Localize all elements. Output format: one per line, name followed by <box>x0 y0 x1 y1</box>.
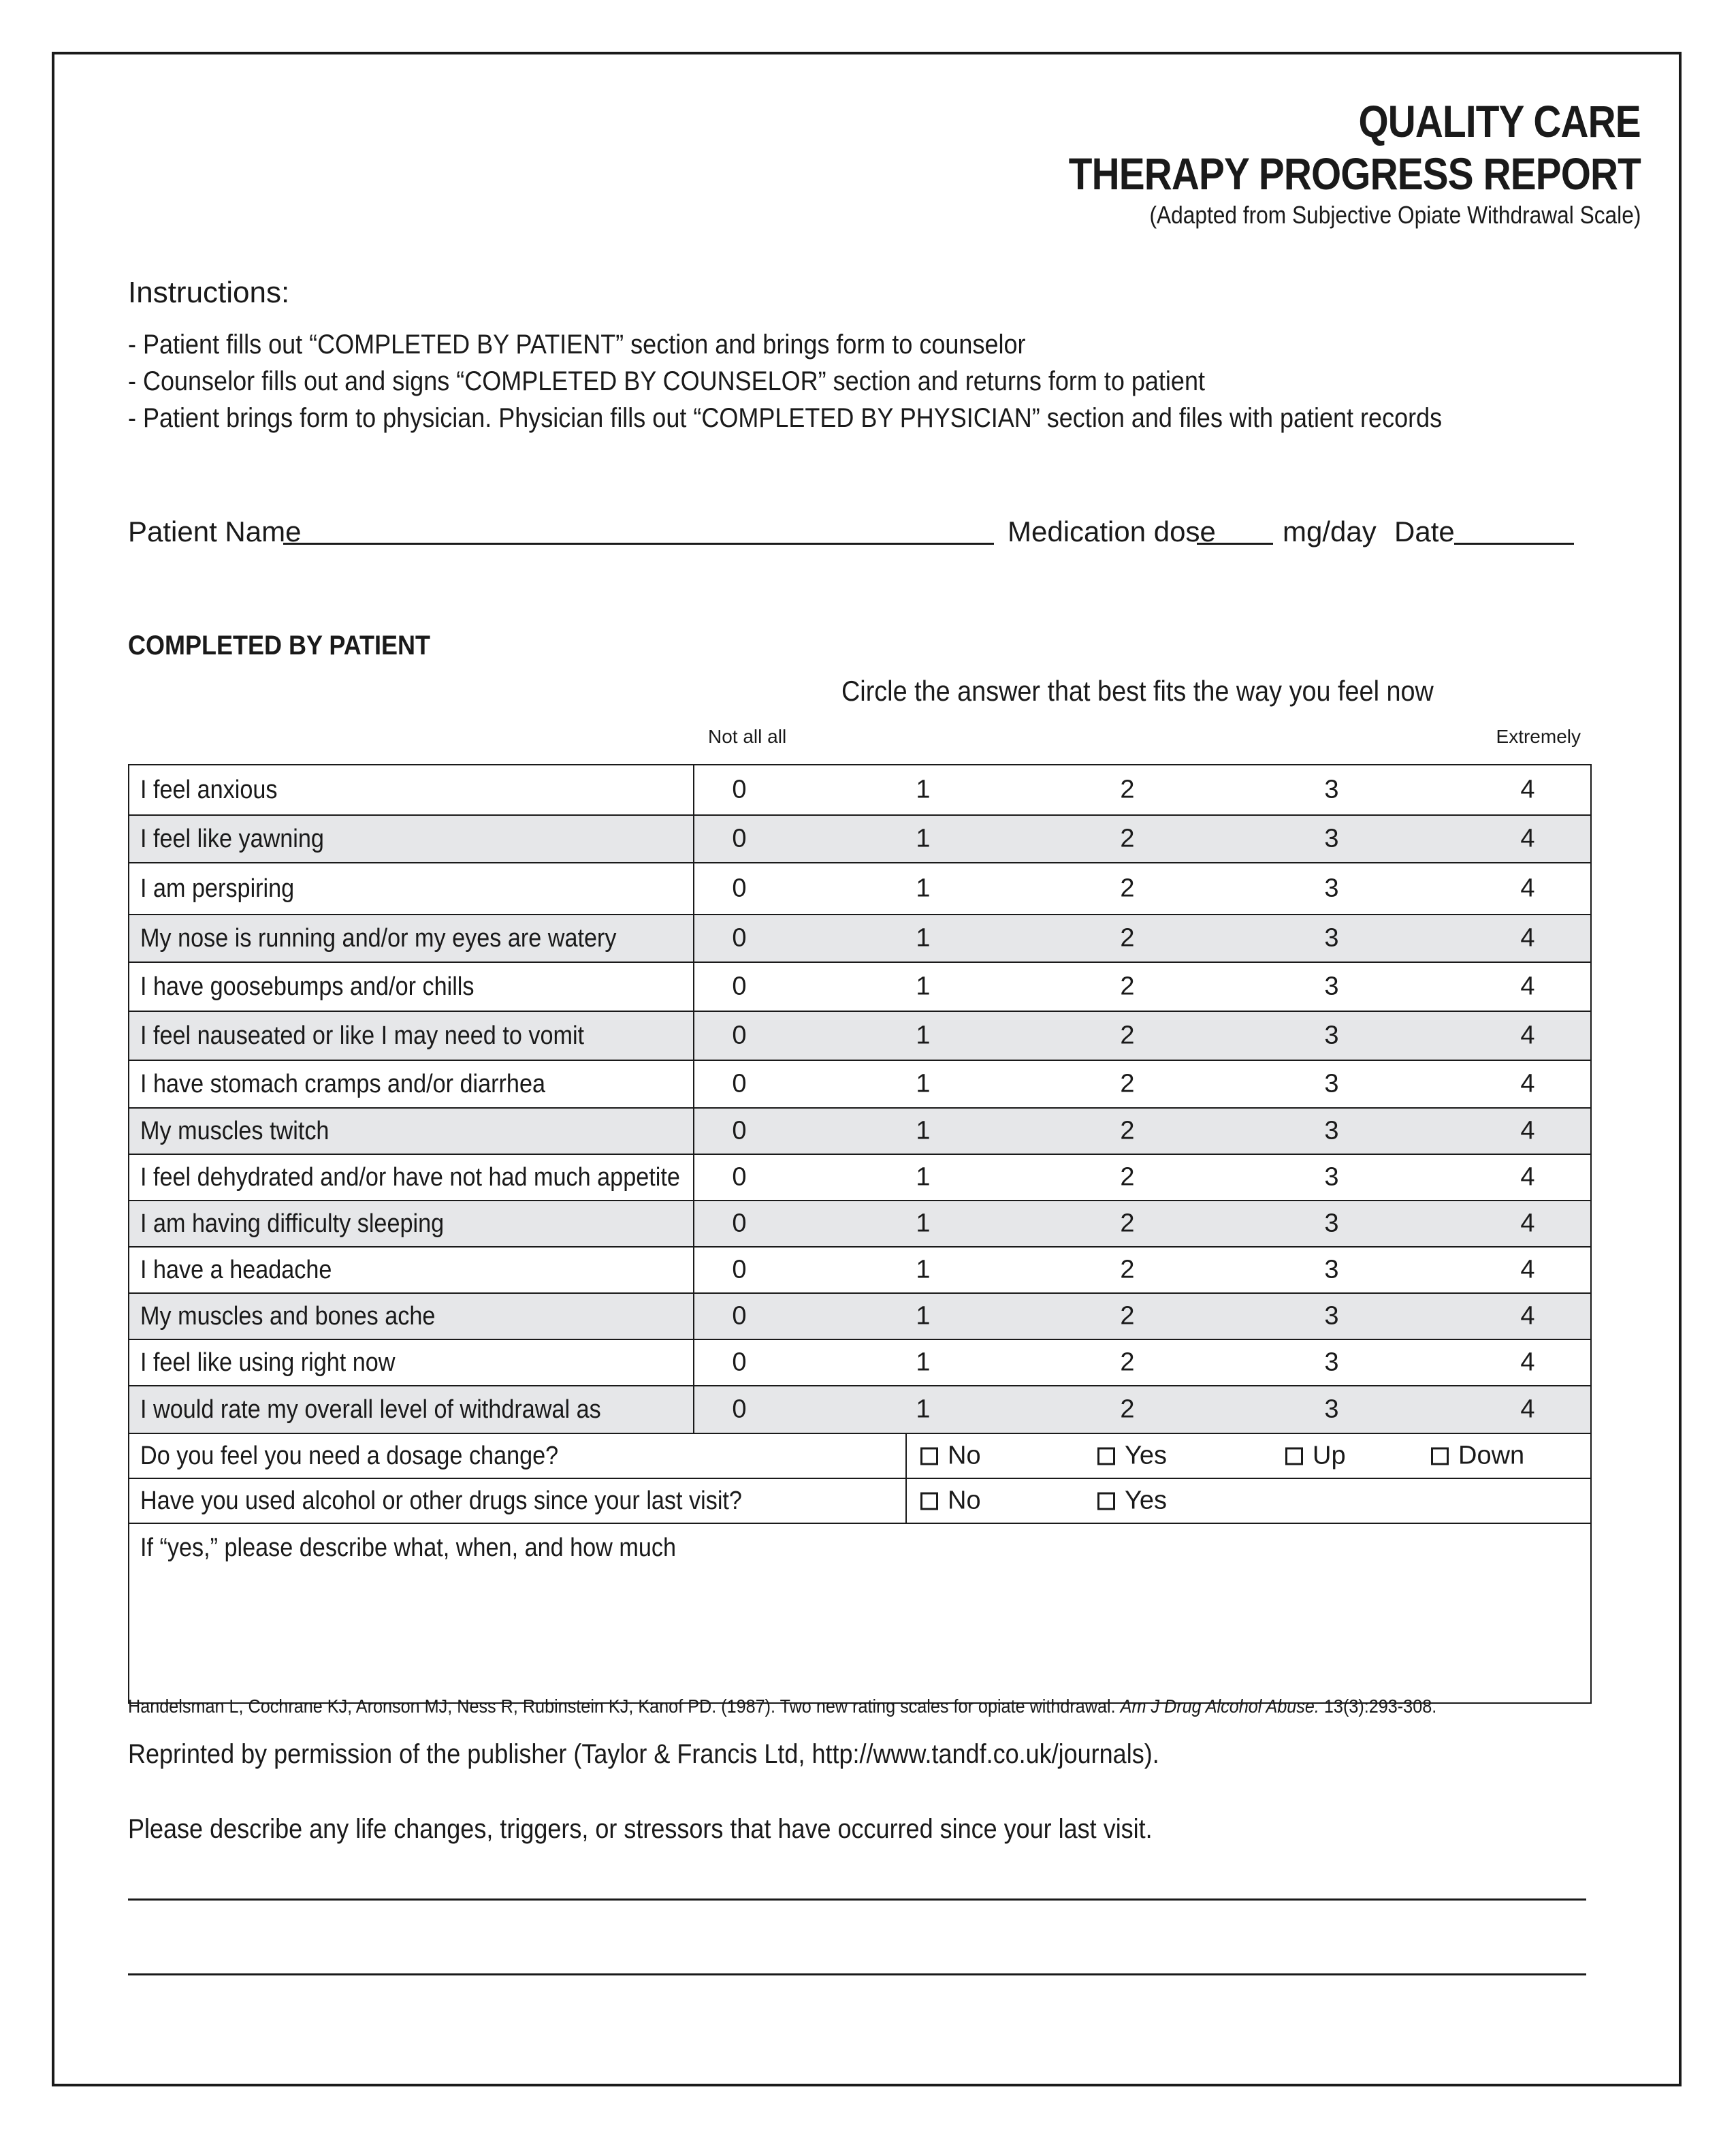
substance-no-checkbox[interactable]: No <box>920 1487 981 1516</box>
rating-option-3[interactable]: 3 <box>1324 1162 1339 1192</box>
rating-option-3[interactable]: 3 <box>1324 1348 1339 1377</box>
rating-option-3[interactable]: 3 <box>1324 972 1339 1001</box>
rating-options <box>694 1247 1591 1293</box>
rating-option-2[interactable]: 2 <box>1120 874 1135 903</box>
rating-option-4[interactable]: 4 <box>1520 1162 1535 1192</box>
dosage-options <box>906 1433 1591 1478</box>
symptom-question: My nose is running and/or my eyes are watery <box>129 915 694 962</box>
checkbox-icon <box>1285 1448 1303 1465</box>
rating-option-1[interactable]: 1 <box>916 824 931 853</box>
symptom-row <box>129 962 1591 1011</box>
rating-option-1[interactable]: 1 <box>916 1301 931 1331</box>
rating-option-3[interactable]: 3 <box>1324 1116 1339 1145</box>
instructions-heading: Instructions: <box>128 276 290 309</box>
symptom-row <box>129 1011 1591 1060</box>
rating-option-4[interactable]: 4 <box>1520 1069 1535 1098</box>
checkbox-icon <box>1431 1448 1449 1465</box>
rating-options <box>694 1108 1591 1154</box>
rating-option-0[interactable]: 0 <box>732 972 747 1001</box>
form-title-line2: THERAPY PROGRESS REPORT <box>1068 148 1641 199</box>
dose-unit-label: mg/day <box>1283 515 1377 547</box>
instruction-item: - Patient brings form to physician. Physician fills out “COMPLETED BY PHYSICIAN” section and files with patient records <box>128 403 1443 433</box>
rating-option-0[interactable]: 0 <box>732 923 747 953</box>
rating-option-0[interactable]: 0 <box>732 1255 747 1284</box>
symptom-row <box>129 765 1591 815</box>
life-changes-line-2[interactable] <box>128 1973 1586 1975</box>
symptom-row <box>129 1201 1591 1247</box>
rating-option-4[interactable]: 4 <box>1520 824 1535 853</box>
rating-option-1[interactable]: 1 <box>916 1021 931 1050</box>
rating-option-2[interactable]: 2 <box>1120 824 1135 853</box>
symptom-row <box>129 1060 1591 1108</box>
scale-high-label: Extremely <box>1496 726 1581 747</box>
rating-option-4[interactable]: 4 <box>1520 1348 1535 1377</box>
rating-options <box>694 863 1591 915</box>
reprint-notice: Reprinted by permission of the publisher (Taylor & Francis Ltd, http://www.tandf.co.uk/journals). <box>128 1739 1159 1769</box>
rating-options <box>694 962 1591 1011</box>
medication-dose-field[interactable] <box>1197 543 1273 545</box>
describe-use-prompt: If “yes,” please describe what, when, and how much <box>140 1534 677 1562</box>
rating-option-1[interactable]: 1 <box>916 775 931 804</box>
rating-option-4[interactable]: 4 <box>1520 1209 1535 1238</box>
rating-option-2[interactable]: 2 <box>1120 1395 1135 1424</box>
citation: Handelsman L, Cochrane KJ, Aronson MJ, Ness R, Rubinstein KJ, Kanof PD. (1987). Two new rating scales for opiate withdrawal. Am J Drug Alcohol Abuse. 13(3):293-308. <box>128 1696 1437 1717</box>
rating-option-4[interactable]: 4 <box>1520 923 1535 953</box>
checkbox-icon <box>1097 1493 1115 1510</box>
rating-option-2[interactable]: 2 <box>1120 1069 1135 1098</box>
describe-use-field[interactable] <box>129 1523 1591 1703</box>
rating-options <box>694 1060 1591 1108</box>
scale-low-label: Not all all <box>708 726 787 747</box>
symptom-question: I have goosebumps and/or chills <box>129 962 694 1011</box>
checkbox-icon <box>1097 1448 1115 1465</box>
rating-option-3[interactable]: 3 <box>1324 923 1339 953</box>
dosage-change-row <box>129 1433 1591 1478</box>
rating-options <box>694 1386 1591 1433</box>
rating-option-4[interactable]: 4 <box>1520 874 1535 903</box>
date-label: Date <box>1394 515 1455 547</box>
rating-option-1[interactable]: 1 <box>916 923 931 953</box>
rating-option-3[interactable]: 3 <box>1324 1069 1339 1098</box>
symptom-question: My muscles twitch <box>129 1108 694 1154</box>
symptom-row <box>129 1108 1591 1154</box>
checkbox-icon <box>920 1493 938 1510</box>
rating-option-3[interactable]: 3 <box>1324 1021 1339 1050</box>
rating-option-4[interactable]: 4 <box>1520 1116 1535 1145</box>
date-field[interactable] <box>1454 543 1574 545</box>
patient-name-label: Patient Name <box>128 515 302 547</box>
rating-option-3[interactable]: 3 <box>1324 1301 1339 1331</box>
rating-option-2[interactable]: 2 <box>1120 1116 1135 1145</box>
substance-yes-checkbox[interactable]: Yes <box>1097 1487 1167 1516</box>
symptom-question: I feel like yawning <box>129 815 694 863</box>
rating-option-1[interactable]: 1 <box>916 1069 931 1098</box>
symptom-row <box>129 1154 1591 1201</box>
rating-option-1[interactable]: 1 <box>916 1395 931 1424</box>
rating-option-2[interactable]: 2 <box>1120 1162 1135 1192</box>
symptom-row <box>129 1293 1591 1339</box>
rating-option-3[interactable]: 3 <box>1324 824 1339 853</box>
rating-option-1[interactable]: 1 <box>916 1162 931 1192</box>
substance-question: Have you used alcohol or other drugs since your last visit? <box>129 1478 906 1523</box>
rating-option-3[interactable]: 3 <box>1324 1209 1339 1238</box>
symptom-question: I feel anxious <box>129 765 694 815</box>
life-changes-line-1[interactable] <box>128 1898 1586 1901</box>
rating-option-0[interactable]: 0 <box>732 775 747 804</box>
symptom-question: My muscles and bones ache <box>129 1293 694 1339</box>
symptom-question: I feel nauseated or like I may need to vomit <box>129 1011 694 1060</box>
rating-option-2[interactable]: 2 <box>1120 923 1135 953</box>
symptom-question: I am having difficulty sleeping <box>129 1201 694 1247</box>
patient-section-heading: COMPLETED BY PATIENT <box>128 631 431 661</box>
circle-instruction: Circle the answer that best fits the way you feel now <box>841 675 1434 707</box>
dosage-no-checkbox[interactable]: No <box>920 1442 981 1471</box>
rating-option-1[interactable]: 1 <box>916 874 931 903</box>
substance-options <box>906 1478 1591 1523</box>
rating-options <box>694 1339 1591 1386</box>
rating-option-3[interactable]: 3 <box>1324 775 1339 804</box>
rating-options <box>694 765 1591 815</box>
symptom-row <box>129 1247 1591 1293</box>
symptom-question: I would rate my overall level of withdrawal as <box>129 1386 694 1433</box>
rating-option-4[interactable]: 4 <box>1520 1301 1535 1331</box>
form-title-line1: QUALITY CARE <box>1358 96 1641 146</box>
rating-options <box>694 915 1591 962</box>
rating-option-1[interactable]: 1 <box>916 1255 931 1284</box>
citation-journal: Am J Drug Alcohol Abuse. <box>1120 1696 1319 1717</box>
rating-option-4[interactable]: 4 <box>1520 1021 1535 1050</box>
rating-option-1[interactable]: 1 <box>916 1209 931 1238</box>
rating-option-1[interactable]: 1 <box>916 1116 931 1145</box>
symptom-row <box>129 815 1591 863</box>
rating-option-0[interactable]: 0 <box>732 1395 747 1424</box>
rating-option-3[interactable]: 3 <box>1324 1255 1339 1284</box>
rating-option-2[interactable]: 2 <box>1120 1209 1135 1238</box>
substance-use-row <box>129 1478 1591 1523</box>
describe-row <box>129 1523 1591 1703</box>
symptom-question: I have stomach cramps and/or diarrhea <box>129 1060 694 1108</box>
rating-option-4[interactable]: 4 <box>1520 1255 1535 1284</box>
rating-option-3[interactable]: 3 <box>1324 1395 1339 1424</box>
rating-option-0[interactable]: 0 <box>732 1162 747 1192</box>
rating-options <box>694 815 1591 863</box>
rating-option-0[interactable]: 0 <box>732 824 747 853</box>
rating-options <box>694 1011 1591 1060</box>
form-subtitle: (Adapted from Subjective Opiate Withdrawal Scale) <box>1149 201 1641 229</box>
rating-option-0[interactable]: 0 <box>732 1021 747 1050</box>
symptom-rating-table <box>128 764 1592 1704</box>
symptom-row <box>129 1339 1591 1386</box>
dosage-down-checkbox[interactable]: Down <box>1431 1442 1524 1471</box>
dosage-yes-checkbox[interactable]: Yes <box>1097 1442 1167 1471</box>
rating-option-2[interactable]: 2 <box>1120 972 1135 1001</box>
rating-option-0[interactable]: 0 <box>732 1116 747 1145</box>
symptom-question: I feel dehydrated and/or have not had much appetite <box>129 1154 694 1201</box>
symptom-row <box>129 915 1591 962</box>
checkbox-icon <box>920 1448 938 1465</box>
rating-option-2[interactable]: 2 <box>1120 1021 1135 1050</box>
life-changes-prompt: Please describe any life changes, triggers, or stressors that have occurred since your last visit. <box>128 1814 1153 1844</box>
rating-option-2[interactable]: 2 <box>1120 1255 1135 1284</box>
rating-option-2[interactable]: 2 <box>1120 775 1135 804</box>
medication-dose-label: Medication dose <box>1008 515 1216 547</box>
dosage-up-checkbox[interactable]: Up <box>1285 1442 1346 1471</box>
instruction-item: - Counselor fills out and signs “COMPLETED BY COUNSELOR” section and returns form to patient <box>128 366 1205 396</box>
rating-option-0[interactable]: 0 <box>732 1069 747 1098</box>
rating-option-4[interactable]: 4 <box>1520 1395 1535 1424</box>
rating-option-1[interactable]: 1 <box>916 972 931 1001</box>
rating-option-0[interactable]: 0 <box>732 1348 747 1377</box>
patient-name-field[interactable] <box>283 543 994 545</box>
rating-option-1[interactable]: 1 <box>916 1348 931 1377</box>
rating-option-4[interactable]: 4 <box>1520 972 1535 1001</box>
instruction-item: - Patient fills out “COMPLETED BY PATIENT” section and brings form to counselor <box>128 330 1026 360</box>
symptom-question: I have a headache <box>129 1247 694 1293</box>
rating-option-0[interactable]: 0 <box>732 1209 747 1238</box>
rating-options <box>694 1154 1591 1201</box>
rating-options <box>694 1293 1591 1339</box>
symptom-row <box>129 1386 1591 1433</box>
rating-option-2[interactable]: 2 <box>1120 1301 1135 1331</box>
rating-option-4[interactable]: 4 <box>1520 775 1535 804</box>
symptom-question: I feel like using right now <box>129 1339 694 1386</box>
symptom-question: I am perspiring <box>129 863 694 915</box>
rating-option-0[interactable]: 0 <box>732 1301 747 1331</box>
rating-options <box>694 1201 1591 1247</box>
dosage-question: Do you feel you need a dosage change? <box>129 1433 906 1478</box>
rating-option-3[interactable]: 3 <box>1324 874 1339 903</box>
rating-option-0[interactable]: 0 <box>732 874 747 903</box>
symptom-row <box>129 863 1591 915</box>
rating-option-2[interactable]: 2 <box>1120 1348 1135 1377</box>
